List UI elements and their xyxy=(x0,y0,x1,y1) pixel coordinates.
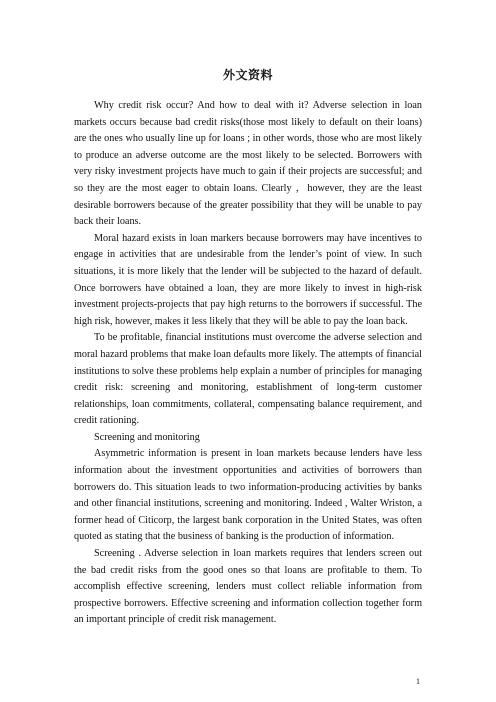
page-title: 外文资料 xyxy=(222,68,273,82)
paragraph-moral-hazard: Moral hazard exists in loan markers because borrowers may have incentives to engage in activities that are undesirable from the lender’s point of view. In such situations, it is more likely that the lender will be subjected to the hazard of default. Once borrowers have obtained a loan, they are more likely to invest in high-risk investment projects-projects that pay high returns to the borrowers if successful. The high risk, however, makes it less likely that they will be able to pay the loan back. xyxy=(74,232,422,327)
document-body xyxy=(74,98,422,629)
paragraph-adverse-selection: Why credit risk occur? And how to deal with it? Adverse selection in loan markets occurs because bad credit risks(those most likely to default on their loans) are the ones who usually line up for loans ; in other words, those who are most likely to produce an adverse outcome are the most likely to be selected. Borrowers with very risky investment projects have much to gain if their projects are successful; and so they are the most eager to obtain loans. Clearly ，however, they are the least desirable borrowers because of the greater possibility that they will be unable to pay back their loans. xyxy=(74,100,422,228)
section-heading-screening-monitoring: Screening and monitoring xyxy=(94,431,200,443)
page-number: 1 xyxy=(416,677,420,686)
paragraph-asymmetric-information: Asymmetric information is present in loan markets because lenders have less information about the investment opportunities and activities of borrowers than borrowers do. This situation leads to two information-producing activities by banks and other financial institutions, screening and monitoring. Indeed , Walter Wriston, a former head of Citicorp, the largest bank corporation in the United States, was often quoted as stating that the business of banking is the production of information. xyxy=(74,448,422,543)
paragraph-credit-risk-principles: To be profitable, financial institutions must overcome the adverse selection and moral hazard problems that make loan defaults more likely. The attempts of financial institutions to solve these problems help explain a number of principles for managing credit risk: screening and monitoring, establishment of long-term customer relationships, loan commitments, collateral, compensating balance requirement, and credit rationing. xyxy=(74,332,423,427)
paragraph-screening: Screening . Adverse selection in loan markets requires that lenders screen out the bad credit risks from the good ones so that loans are profitable to them. To accomplish effective screening, lenders must collect reliable information from prospective borrowers. Effective screening and information collection together form an important principle of credit risk management. xyxy=(74,548,422,626)
